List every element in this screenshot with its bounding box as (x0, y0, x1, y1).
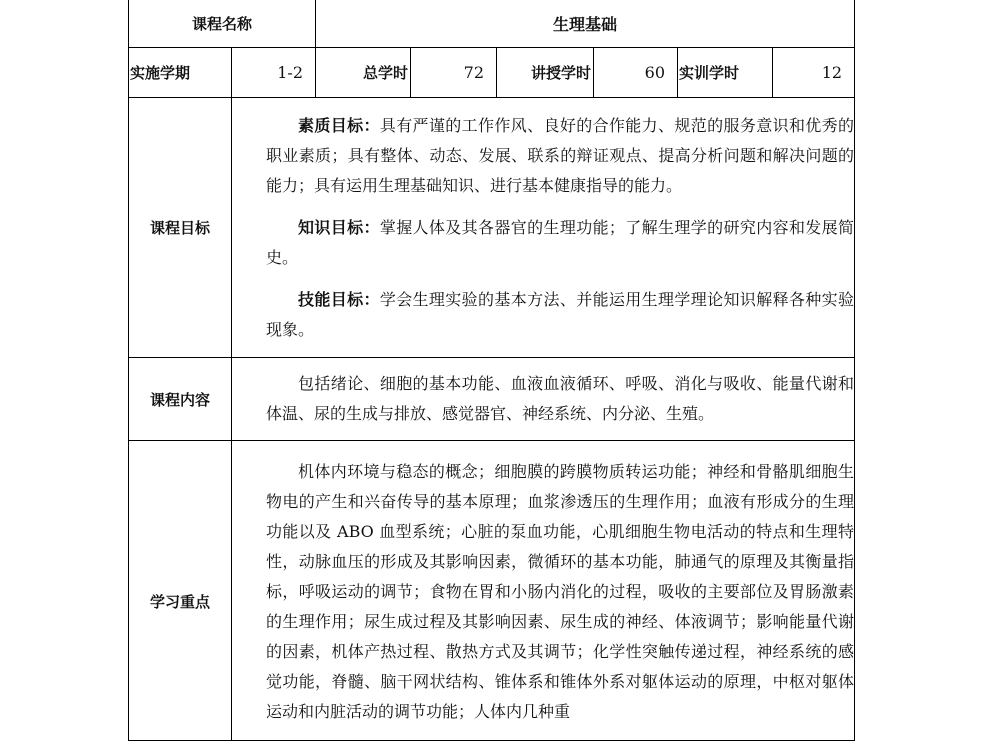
course-name-label: 课程名称 (129, 0, 316, 48)
knowledge-objective (266, 213, 854, 273)
content-row (129, 358, 855, 441)
quality-objective-text: 具有严谨的工作作风、良好的合作能力、规范的服务意识和优秀的职业素质；具有整体、动态、发展、联系的辩证观点、提高分析问题和解决问题的能力；具有运用生理基础知识、进行基本健康指导的能力。 (266, 115, 855, 195)
practice-hours-label: 实训学时 (678, 48, 773, 98)
hours-row (129, 48, 855, 98)
practice-hours-value: 12 (773, 48, 855, 98)
content-body (232, 358, 855, 441)
quality-objective (266, 111, 854, 201)
objectives-body (232, 98, 855, 358)
key-points-text: 机体内环境与稳态的概念；细胞膜的跨膜物质转运功能；神经和骨骼肌细胞生物电的产生和兴奋传导的基本原理；血浆渗透压的生理作用；血液有形成分的生理功能以及 ABO 血型系统；心脏的泵血功能，心肌细胞生物电活动的特点和生理特性，动脉血压的形成及其影响因素，微循环的基本功能，肺通气的原理及其衡量指标，呼吸运动的调节；食物在胃和小肠内消化的过程，吸收的主要部位及胃肠激素的生理作用；尿生成过程及其影响因素、尿生成的神经、体液调节；影响能量代谢的因素，机体产热过程、散热方式及其调节；化学性突触传递过程，神经系统的感觉功能，脊髓、脑干网状结构、锥体系和锥体外系对躯体运动的原理，中枢对躯体运动和内脏活动的调节功能；人体内几种重 (266, 462, 855, 721)
total-hours-value: 72 (411, 48, 497, 98)
quality-objective-label: 素质目标： (298, 115, 380, 135)
lecture-hours-value: 60 (594, 48, 678, 98)
skill-objective (266, 285, 854, 345)
objectives-label: 课程目标 (129, 98, 232, 358)
semester-label: 实施学期 (129, 48, 232, 98)
course-info-table (128, 0, 855, 741)
lecture-hours-label: 讲授学时 (497, 48, 594, 98)
course-name-value: 生理基础 (316, 0, 855, 48)
skill-objective-label: 技能目标： (298, 289, 380, 309)
course-name-row (129, 0, 855, 48)
key-points-body (232, 441, 855, 741)
skill-objective-text: 学会生理实验的基本方法、并能运用生理学理论知识解释各种实验现象。 (266, 289, 855, 339)
total-hours-label: 总学时 (316, 48, 411, 98)
knowledge-objective-label: 知识目标： (298, 217, 380, 237)
content-label: 课程内容 (129, 358, 232, 441)
knowledge-objective-text: 掌握人体及其各器官的生理功能；了解生理学的研究内容和发展简史。 (266, 217, 855, 267)
semester-value: 1-2 (232, 48, 316, 98)
key-points-row (129, 441, 855, 741)
content-text: 包括绪论、细胞的基本功能、血液血液循环、呼吸、消化与吸收、能量代谢和体温、尿的生成与排放、感觉器官、神经系统、内分泌、生殖。 (266, 374, 855, 423)
objectives-row (129, 98, 855, 358)
key-points-label: 学习重点 (129, 441, 232, 741)
